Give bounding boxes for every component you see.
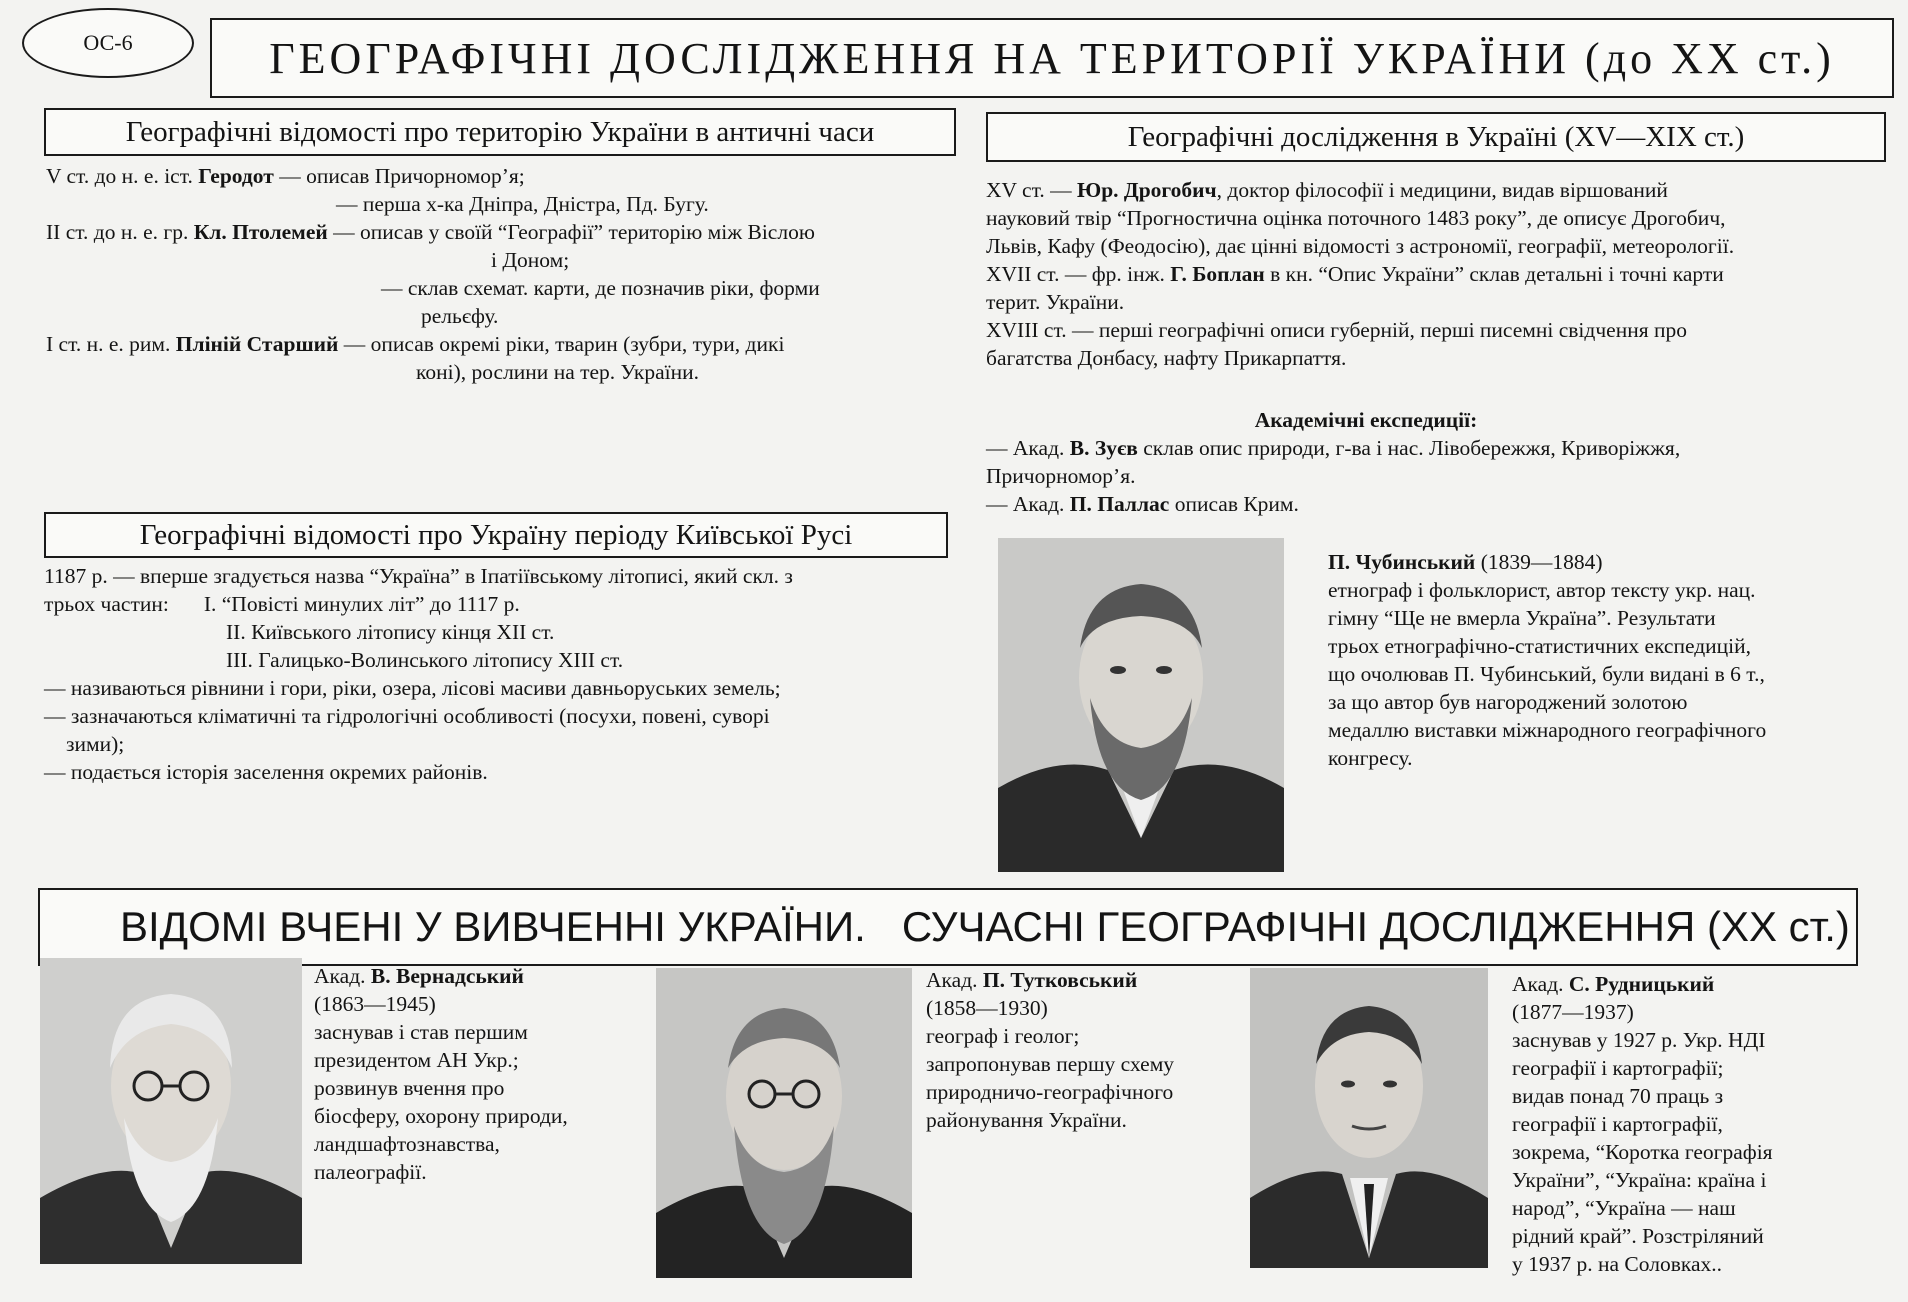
text: XVII ст. — фр. інж.	[986, 262, 1171, 286]
kyivrus-heading-text: Географічні відомості про Україну періоду Київської Русі	[139, 518, 853, 551]
person-zuev: В. Зуєв	[1069, 436, 1138, 460]
text: трьох частин:	[44, 592, 169, 616]
text: науковий твір “Прогностична оцінка поточного 1483 року”, де описує Дрогобич,	[986, 206, 1726, 230]
text: зокрема, “Коротка географія	[1512, 1140, 1773, 1164]
text: і Доном;	[491, 248, 570, 272]
text: — зазначаються кліматичні та гідрологічні особливості (посухи, повені, суворі	[44, 704, 770, 728]
person-ptolemy: Кл. Птолемей	[193, 220, 328, 244]
text: Причорномор’я.	[986, 464, 1136, 488]
text: трьох етнографічно-статистичних експедицій,	[1328, 634, 1752, 658]
vernadsky-bio	[314, 962, 644, 1186]
text: , доктор філософії і медицини, видав віршований	[1216, 178, 1668, 202]
rudnytsky-bio	[1512, 970, 1892, 1278]
antique-section-body	[46, 162, 946, 386]
text: (1863—1945)	[314, 992, 436, 1016]
text: президентом АН Укр.;	[314, 1048, 519, 1072]
page-title-text: ГЕОГРАФІЧНІ ДОСЛІДЖЕННЯ НА ТЕРИТОРІЇ УКРАЇНИ (до XX ст.)	[269, 33, 1835, 83]
text: II. Київського літопису кінця XII ст.	[226, 620, 555, 644]
text: — описав окремі ріки, тварин (зубри, тури, дикі	[338, 332, 785, 356]
antique-heading-text: Географічні відомості про територію України в античні часи	[125, 115, 875, 148]
text: географії і картографії;	[1512, 1056, 1724, 1080]
text: — Акад.	[986, 436, 1070, 460]
vernadsky-portrait	[40, 958, 302, 1264]
text: — склав схемат. карти, де позначив ріки, форми	[381, 276, 820, 300]
text: Акад.	[314, 964, 371, 988]
text: (1858—1930)	[926, 996, 1048, 1020]
text: у 1937 р. на Соловках..	[1512, 1252, 1723, 1276]
text: біосферу, охорону природи,	[314, 1104, 568, 1128]
person-vernadsky: В. Вернадський	[370, 964, 524, 988]
expeditions-heading: Академічні експедиції:	[1254, 408, 1478, 432]
text: — описав у своїй “Географії” територію між Віслою	[327, 220, 815, 244]
kyivrus-section-heading	[44, 512, 948, 558]
chubynsky-portrait	[998, 538, 1284, 872]
person-beauplan: Г. Боплан	[1170, 262, 1265, 286]
text: XVIII ст. — перші географічні описи губерній, перші писемні свідчення про	[986, 318, 1687, 342]
person-chubynsky: П. Чубинський	[1328, 550, 1476, 574]
text: районування України.	[926, 1108, 1127, 1132]
text: коні), рослини на тер. України.	[416, 360, 699, 384]
text: описав Крим.	[1169, 492, 1299, 516]
kyivrus-section-body	[44, 562, 954, 786]
text: заснував у 1927 р. Укр. НДІ	[1512, 1028, 1766, 1052]
text: — Акад.	[986, 492, 1070, 516]
text: народ”, “Україна — наш	[1512, 1196, 1736, 1220]
text: природничо-географічного	[926, 1080, 1174, 1104]
research-section-heading	[986, 112, 1886, 162]
page-code-badge	[22, 8, 194, 78]
text: географії і картографії,	[1512, 1112, 1723, 1136]
text: V ст. до н. е. іст.	[46, 164, 199, 188]
text: III. Галицько-Волинського літопису XIII ст.	[226, 648, 624, 672]
text: Акад.	[926, 968, 983, 992]
text: II ст. до н. е. гр.	[46, 220, 194, 244]
text: склав опис природи, г-ва і нас. Лівобережжя, Криворіжжя,	[1137, 436, 1681, 460]
text: — називаються рівнини і гори, ріки, озера, лісові масиви давньоруських земель;	[44, 676, 781, 700]
text: географ і геолог;	[926, 1024, 1080, 1048]
rudnytsky-portrait	[1250, 968, 1488, 1268]
person-pallas: П. Паллас	[1069, 492, 1170, 516]
text: етнограф і фольклорист, автор тексту укр. нац.	[1328, 578, 1756, 602]
text: (1839—1884)	[1475, 550, 1603, 574]
tutkovsky-portrait	[656, 968, 912, 1278]
research-heading-text: Географічні дослідження в Україні (XV—XIX ст.)	[1127, 120, 1745, 153]
text: медаллю виставки міжнародного географічного	[1328, 718, 1767, 742]
scientists-heading-part2: СУЧАСНІ ГЕОГРАФІЧНІ ДОСЛІДЖЕННЯ (XX ст.)	[901, 903, 1850, 950]
text: (1877—1937)	[1512, 1000, 1634, 1024]
text: за що автор був нагороджений золотою	[1328, 690, 1688, 714]
page-title	[210, 18, 1894, 98]
text: I ст. н. е. рим.	[46, 332, 176, 356]
text: видав понад 70 праць з	[1512, 1084, 1724, 1108]
text: XV ст. —	[986, 178, 1077, 202]
text: терит. України.	[986, 290, 1125, 314]
text: ландшафтознавства,	[314, 1132, 500, 1156]
text: багатства Донбасу, нафту Прикарпаття.	[986, 346, 1347, 370]
text: 1187 р. — вперше згадується назва “Україна” в Іпатіївському літописі, який скл. з	[44, 564, 793, 588]
scientists-heading-part1: ВІДОМІ ВЧЕНІ У ВИВЧЕННІ УКРАЇНИ.	[120, 903, 866, 950]
text: конгресу.	[1328, 746, 1413, 770]
text: розвинув вчення про	[314, 1076, 505, 1100]
text: в кн. “Опис України” склав детальні і точні карти	[1264, 262, 1724, 286]
person-herodotus: Геродот	[198, 164, 274, 188]
scientists-section-heading	[38, 888, 1858, 966]
tutkovsky-bio	[926, 966, 1256, 1134]
text: палеографії.	[314, 1160, 427, 1184]
person-pliny: Пліній Старший	[175, 332, 339, 356]
person-tutkovsky: П. Тутковський	[982, 968, 1138, 992]
text: рідний край”. Розстріляний	[1512, 1224, 1764, 1248]
research-section-body	[986, 176, 1886, 372]
antique-section-heading	[44, 108, 956, 156]
text: — подається історія заселення окремих районів.	[44, 760, 488, 784]
text: заснував і став першим	[314, 1020, 528, 1044]
text: що очолював П. Чубинський, були видані в 6 т.,	[1328, 662, 1765, 686]
expeditions-block	[986, 406, 1886, 518]
person-drohobych: Юр. Дрогобич	[1077, 178, 1217, 202]
text: зими);	[66, 732, 125, 756]
text: Львів, Кафу (Феодосію), дає цінні відомості з астрономії, географії, метеорології.	[986, 234, 1735, 258]
text: — описав Причорномор’я;	[273, 164, 525, 188]
text: I. “Повісті минулих літ” до 1117 р.	[203, 592, 520, 616]
page-code-label: ОС-6	[83, 30, 133, 55]
text: рельєфу.	[421, 304, 499, 328]
person-rudnytsky: С. Рудницький	[1568, 972, 1715, 996]
text: Акад.	[1512, 972, 1569, 996]
chubynsky-bio	[1328, 548, 1888, 772]
text: України”, “Україна: країна і	[1512, 1168, 1767, 1192]
text: запропонував першу схему	[926, 1052, 1175, 1076]
text: гімну “Ще не вмерла Україна”. Результати	[1328, 606, 1716, 630]
text: — перша х-ка Дніпра, Дністра, Пд. Бугу.	[336, 192, 709, 216]
